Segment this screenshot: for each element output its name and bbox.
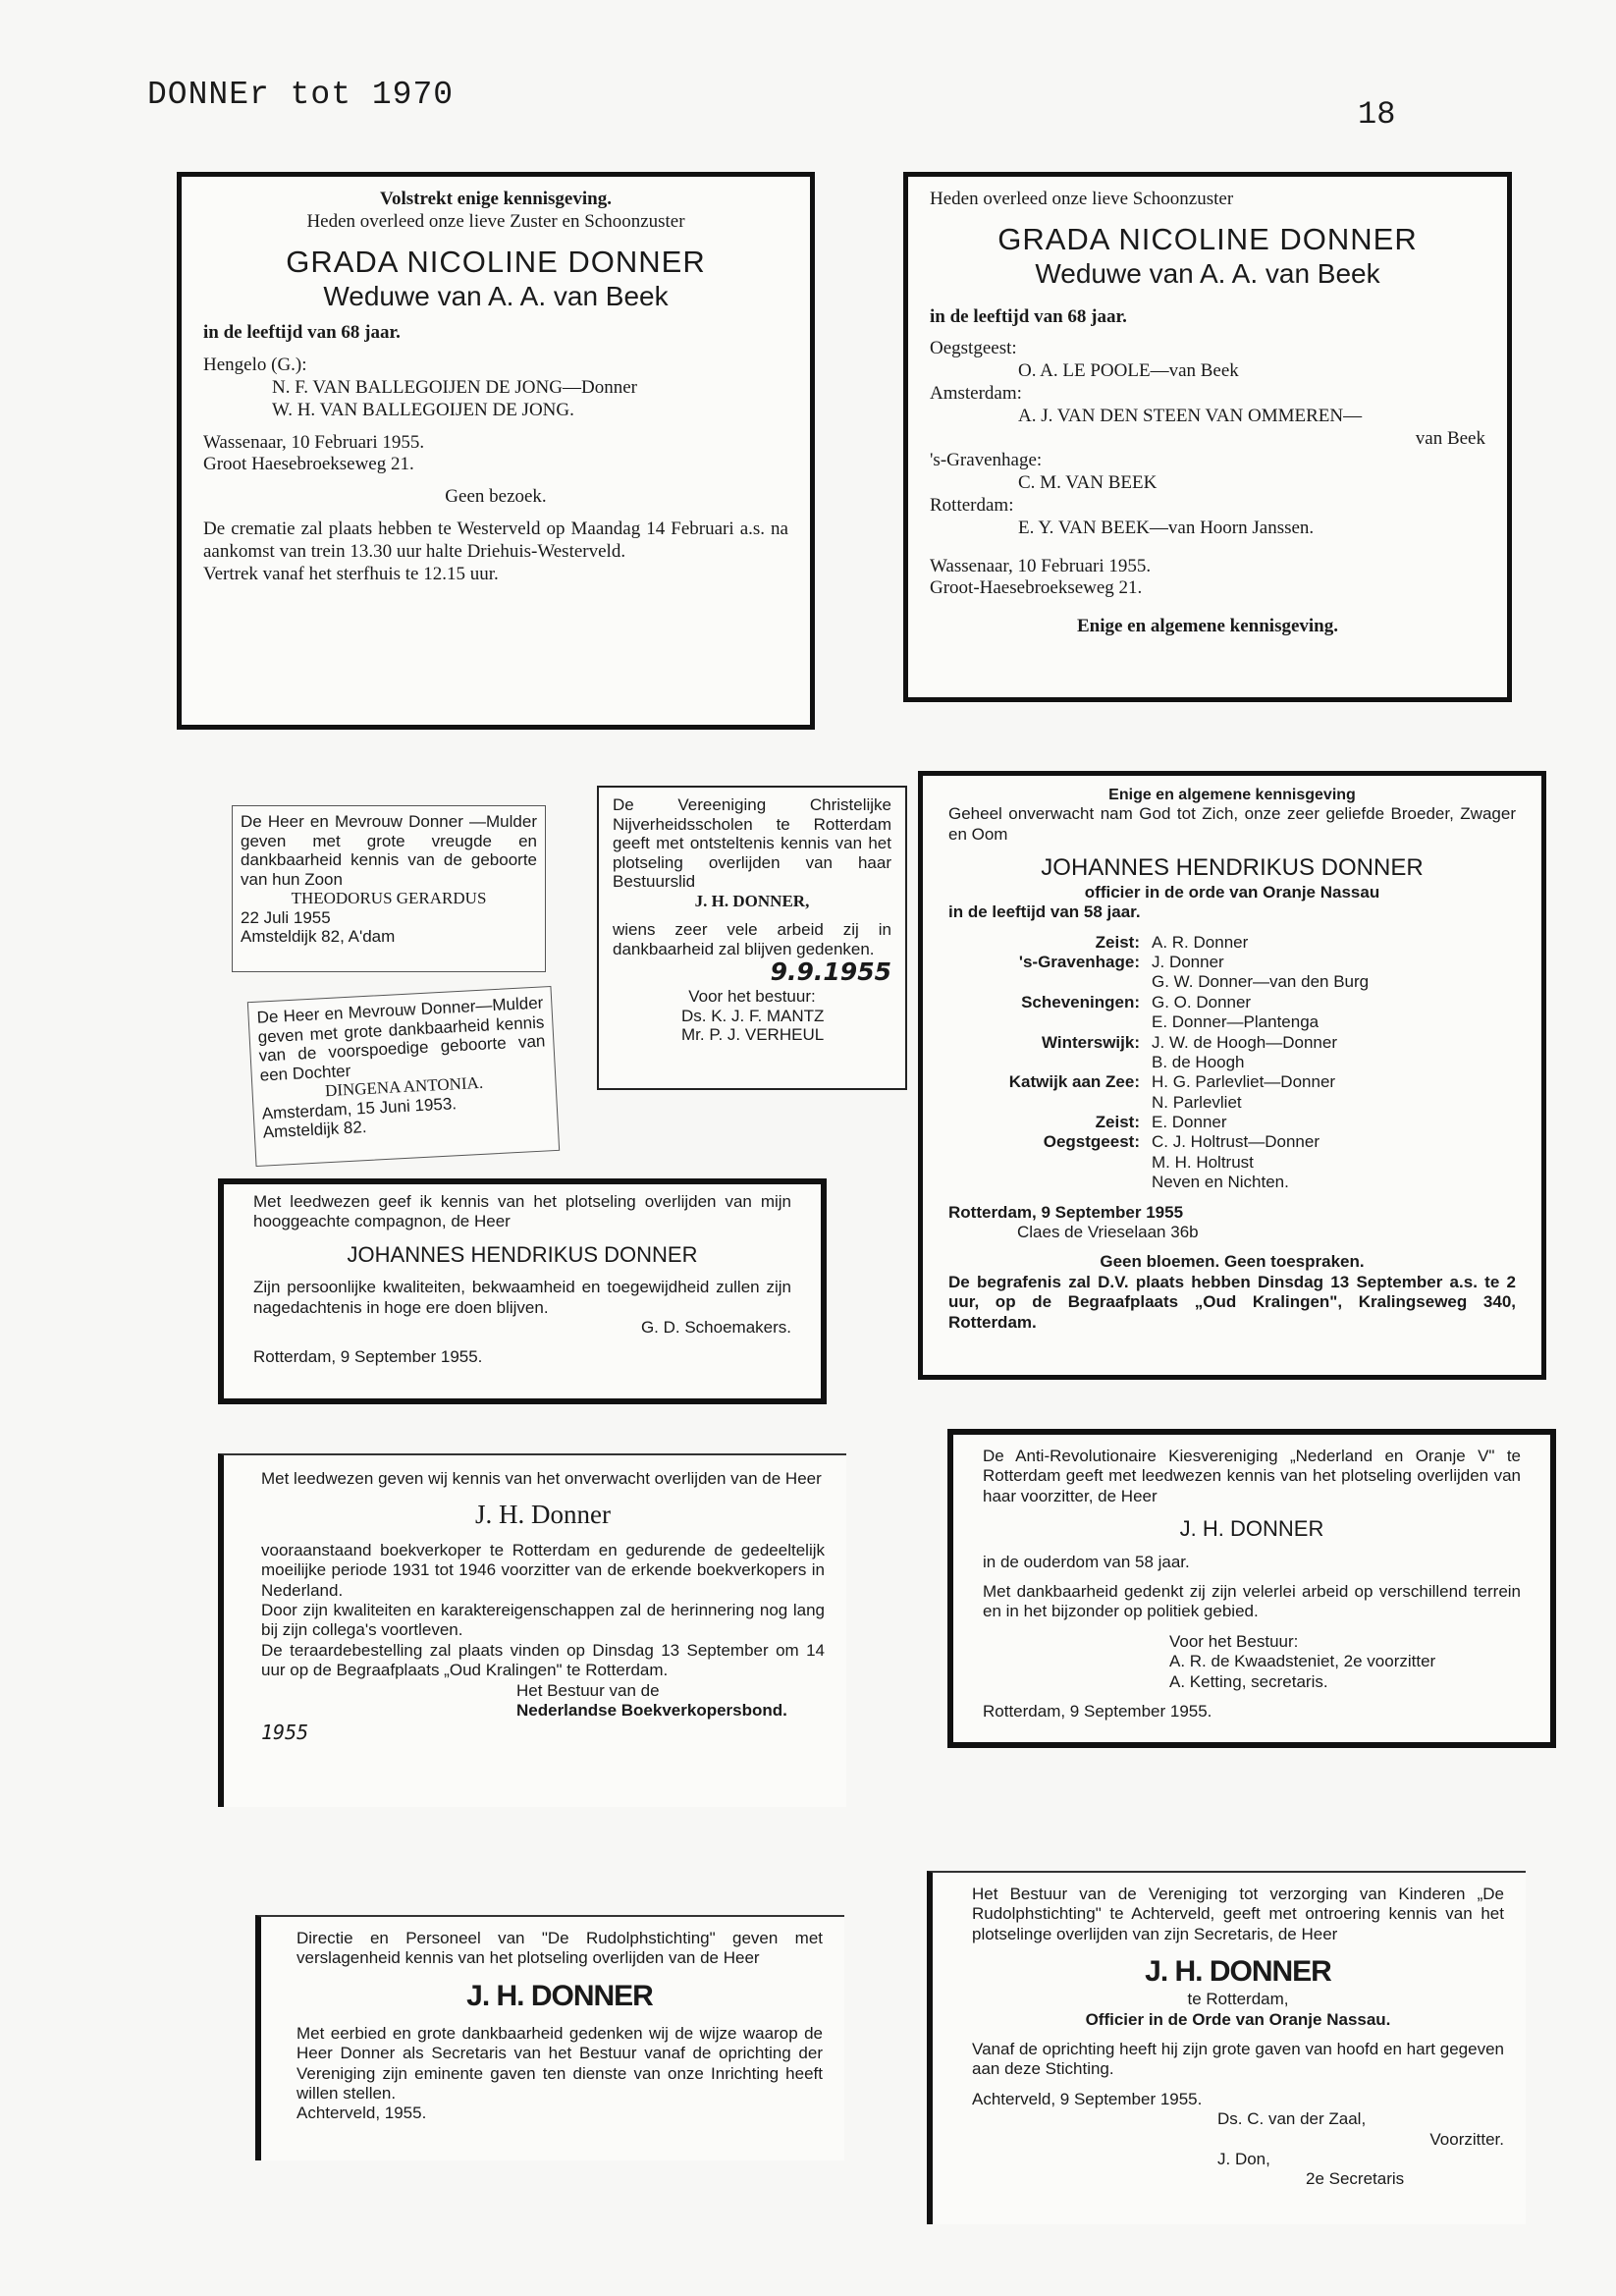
relative-name: C. J. Holtrust—Donner <box>1152 1132 1320 1152</box>
notice-anti-revolutionaire <box>947 1429 1556 1748</box>
deceased-name: J. H. DONNER <box>1145 1955 1331 1989</box>
relative-name: A. R. Donner <box>1152 932 1249 952</box>
deceased-name: GRADA NICOLINE DONNER <box>997 221 1418 256</box>
notice-address: Groot Haesebroekseweg 21. <box>203 454 414 475</box>
deceased-name: J. H. DONNER, <box>694 891 810 910</box>
deceased-age: in de leeftijd van 58 jaar. <box>948 902 1141 922</box>
deceased-age: in de ouderdom van 58 jaar. <box>983 1552 1190 1571</box>
relative-name: H. G. Parlevliet—Donner <box>1152 1072 1336 1092</box>
signature: A. R. de Kwaadsteniet, 2e voorzitter <box>1169 1652 1436 1671</box>
notice-text: Met dankbaarheid gedenkt zij zijn velerlei arbeid op verschillend terrein en in het bijzonder op politiek gebied. <box>983 1581 1521 1621</box>
birth-notice-theodorus <box>232 805 546 972</box>
notice-flowers: Geen bloemen. Geen toespraken. <box>1100 1252 1365 1272</box>
notice-date: Amsterdam, 15 Juni 1953. <box>261 1093 458 1123</box>
cremation-info: De crematie zal plaats hebben te Westerveld op Maandag 14 Februari a.s. na aankomst van trein 13.30 uur halte Driehuis-Westerveld. <box>203 518 788 562</box>
notice-intro: Met leedwezen geef ik kennis van het plotseling overlijden van mijn hooggeachte compagnon, de Heer <box>253 1192 791 1231</box>
relative-name: G. O. Donner <box>1152 992 1252 1011</box>
relative-name: N. F. VAN BALLEGOIJEN DE JONG—Donner <box>272 376 637 398</box>
relative-names <box>1152 1113 1516 1132</box>
relative-name: O. A. LE POOLE—van Beek <box>1018 360 1239 382</box>
notice-date: Rotterdam, 9 September 1955 <box>948 1202 1184 1222</box>
deceased-name: JOHANNES HENDRIKUS DONNER <box>1041 853 1424 881</box>
relative-name: M. H. Holtrust <box>1152 1152 1254 1172</box>
notice-date: Achterveld, 9 September 1955. <box>972 2089 1203 2108</box>
relative-names <box>1152 993 1516 1033</box>
notice-vereeniging-christelijke <box>597 786 907 1090</box>
deceased-rank: Officier in de Orde van Oranje Nassau. <box>1085 2009 1391 2029</box>
relative-names <box>1152 953 1516 993</box>
deceased-name: J. H. DONNER <box>466 1979 653 2012</box>
notice-visit: Geen bezoek. <box>445 486 547 508</box>
notice-date: Achterveld, 1955. <box>296 2104 427 2123</box>
child-name: DINGENA ANTONIA. <box>324 1072 484 1101</box>
relative-names <box>1152 1072 1516 1113</box>
notice-text: Zijn persoonlijke kwaliteiten, bekwaamheid en toegewijdheid zullen zijn nagedachtenis in hoge ere doen blijven. <box>253 1278 791 1317</box>
document-header: DONNEr tot 1970 <box>147 77 455 113</box>
relative-place: Hengelo (G.): <box>203 355 307 376</box>
relative-name: E. Donner—Plantenga <box>1152 1012 1320 1032</box>
board-label: Voor het Bestuur: <box>1169 1631 1299 1651</box>
notice-text: De Heer en Mevrouw Donner —Mulder geven met grote vreugde en dankbaarheid kennis van de geboorte van hun Zoon <box>241 812 537 889</box>
notice-text: De Vereeniging Christelijke Nijverheidsscholen te Rotterdam geeft met ontsteltenis kennis van het plotseling overlijden van haar Bestuurslid <box>613 795 891 892</box>
relative-place: Rotterdam: <box>930 494 1014 516</box>
signature: J. Don, <box>1217 2149 1270 2168</box>
notice-schoemakers <box>218 1178 827 1404</box>
child-name: THEODORUS GERARDUS <box>291 889 487 908</box>
signature: G. D. Schoemakers. <box>640 1317 791 1337</box>
relative-name: Neven en Nichten. <box>1152 1173 1289 1192</box>
relatives-list <box>948 933 1516 1193</box>
notice-text: Door zijn kwaliteiten en karaktereigenschappen zal de herinnering nog lang bij zijn collega's voortleven. <box>261 1600 825 1640</box>
handwritten-date: 9.9.1955 <box>770 957 891 987</box>
notice-date: Wassenaar, 10 Februari 1955. <box>203 431 425 453</box>
deceased-name: J. H. DONNER <box>1179 1516 1324 1542</box>
deceased-name: GRADA NICOLINE DONNER <box>286 244 706 279</box>
relative-names <box>1152 933 1516 953</box>
notice-intro: Het Bestuur van de Vereniging tot verzorging van Kinderen „De Rudolphstichting" te Achterveld, geeft met ontroering kennis van het plotselinge overlijden van zijn Secretaris, de Heer <box>972 1885 1504 1943</box>
relatives-row <box>948 953 1516 993</box>
handwritten-year: 1955 <box>261 1721 309 1745</box>
relative-name: E. Y. VAN BEEK—van Hoorn Janssen. <box>1018 517 1315 538</box>
notice-date: 22 Juli 1955 <box>241 907 331 927</box>
notice-footer: Enige en algemene kennisgeving. <box>1076 616 1338 637</box>
relative-name-cont: van Beek <box>1415 427 1485 449</box>
relative-name: G. W. Donner—van den Burg <box>1152 972 1370 992</box>
notice-text: Vanaf de oprichting heeft hij zijn grote gaven van hoofd en hart gegeven aan deze Stichting. <box>972 2039 1504 2079</box>
relative-name: A. J. VAN DEN STEEN VAN OMMEREN— <box>1018 405 1363 426</box>
funeral-info: De begrafenis zal D.V. plaats hebben Dinsdag 13 September a.s. te 2 uur, op de Begraafplaats „Oud Kralingen", Kralingseweg 340, Rotterdam. <box>948 1272 1516 1332</box>
deceased-age: in de leeftijd van 68 jaar. <box>930 305 1127 327</box>
relative-name: J. Donner <box>1152 952 1224 971</box>
notice-text-2: wiens zeer vele arbeid zij in dankbaarheid zal blijven gedenken. <box>613 920 891 958</box>
deceased-place: te Rotterdam, <box>1187 1990 1289 2009</box>
notice-johannes-hendrikus-family <box>918 771 1546 1380</box>
relative-place: Winterswijk: <box>1042 1032 1140 1052</box>
departure-info: Vertrek vanaf het sterfhuis te 12.15 uur. <box>203 563 499 584</box>
signature: A. Ketting, secretaris. <box>1169 1671 1328 1691</box>
relative-place: Oegstgeest: <box>1043 1132 1140 1152</box>
relative-name: E. Donner <box>1152 1113 1227 1132</box>
notice-address: Amsteldijk 82. <box>262 1118 367 1142</box>
birth-notice-dingena <box>247 986 560 1167</box>
relative-place: Scheveningen: <box>1021 992 1140 1011</box>
relatives-row <box>948 1033 1516 1073</box>
notice-text: vooraanstaand boekverkoper te Rotterdam en gedurende de gedeeltelijk moeilijke periode 1931 tot 1946 voorzitter van de erkende boekverkopers in Nederland. <box>261 1540 825 1600</box>
relative-name: N. Parlevliet <box>1152 1092 1242 1112</box>
notice-rudolphstichting-staff <box>255 1915 844 2160</box>
signature: Ds. C. van der Zaal, <box>1217 2109 1367 2129</box>
relative-place: Zeist: <box>1095 1113 1140 1132</box>
notice-date: Rotterdam, 9 September 1955. <box>983 1701 1212 1721</box>
notice-boekverkopersbond <box>218 1453 846 1807</box>
deceased-subname: Weduwe van A. A. van Beek <box>1035 257 1380 289</box>
signature: Ds. K. J. F. MANTZ <box>681 1006 825 1025</box>
relative-name: B. de Hoogh <box>1152 1052 1245 1071</box>
relative-names <box>1152 1033 1516 1073</box>
signature-role: Voorzitter. <box>1429 2129 1504 2149</box>
notice-grada-nicoline-in-laws <box>903 172 1512 702</box>
relative-name: W. H. VAN BALLEGOIJEN DE JONG. <box>272 399 574 420</box>
relative-name: C. M. VAN BEEK <box>1018 472 1158 494</box>
relative-place: Amsterdam: <box>930 382 1022 404</box>
notice-date: Wassenaar, 10 Februari 1955. <box>930 555 1152 576</box>
signature: Nederlandse Boekverkopersbond. <box>516 1700 787 1720</box>
relatives-row <box>948 993 1516 1033</box>
relatives-row <box>948 1113 1516 1132</box>
notice-rudolphstichting-board <box>927 1871 1526 2224</box>
notice-title: Volstrekt enige kennisgeving. <box>380 189 612 209</box>
relatives-row <box>948 1072 1516 1113</box>
notice-grada-nicoline-sisters <box>177 172 815 730</box>
relative-place: 's-Gravenhage: <box>1018 952 1140 971</box>
notice-address: Amsteldijk 82, A'dam <box>241 927 396 947</box>
notice-text: Met eerbied en grote dankbaarheid gedenken wij de wijze waarop de Heer Donner als Secretaris van het Bestuur vanaf de oprichting der Vereniging zijn eminente gaven ten dienste van onze Inrichting heeft willen stellen. <box>296 2023 823 2103</box>
notice-intro: De Anti-Revolutionaire Kiesvereniging „Nederland en Oranje V" te Rotterdam geeft met leedwezen kennis van het plotseling overlijden van haar voorzitter, de Heer <box>983 1447 1521 1505</box>
relative-place: 's-Gravenhage: <box>930 450 1043 471</box>
deceased-name: JOHANNES HENDRIKUS DONNER <box>347 1241 698 1267</box>
relatives-row <box>948 1132 1516 1192</box>
relative-place: Oegstgeest: <box>930 338 1017 359</box>
notice-intro: Met leedwezen geven wij kennis van het onverwacht overlijden van de Heer <box>261 1469 822 1488</box>
deceased-subname: Weduwe van A. A. van Beek <box>323 280 669 311</box>
notice-intro: Heden overleed onze lieve Zuster en Schoonzuster <box>306 210 685 232</box>
notice-text: De teraardebestelling zal plaats vinden op Dinsdag 13 September om 14 uur op de Begraafplaats „Oud Kralingen" te Rotterdam. <box>261 1640 825 1680</box>
notice-title: Enige en algemene kennisgeving <box>1108 787 1356 803</box>
notice-date: Rotterdam, 9 September 1955. <box>253 1347 483 1367</box>
deceased-age: in de leeftijd van 68 jaar. <box>203 322 401 344</box>
signature-role: 2e Secretaris <box>1306 2169 1405 2189</box>
relative-place: Zeist: <box>1095 932 1140 952</box>
notice-address: Groot-Haesebroekseweg 21. <box>930 577 1143 599</box>
deceased-name: J. H. Donner <box>475 1500 611 1530</box>
board-label: Voor het bestuur: <box>688 987 816 1007</box>
relatives-row <box>948 933 1516 953</box>
notice-intro: Geheel onverwacht nam God tot Zich, onze zeer geliefde Broeder, Zwager en Oom <box>948 804 1516 844</box>
deceased-rank: officier in de orde van Oranje Nassau <box>1084 882 1380 902</box>
signature: Mr. P. J. VERHEUL <box>681 1025 825 1045</box>
relative-names <box>1152 1132 1516 1192</box>
notice-text: De Heer en Mevrouw Donner—Mulder geven met grote dankbaarheid kennis van de voorspoedige geboorte van een Dochter <box>256 993 546 1085</box>
notice-address: Claes de Vrieselaan 36b <box>1017 1223 1199 1242</box>
notice-intro: Heden overleed onze lieve Schoonzuster <box>930 189 1234 209</box>
notice-intro: Directie en Personeel van "De Rudolphstichting" geven met verslagenheid kennis van het plotseling overlijden van de Heer <box>296 1929 823 1968</box>
relative-name: J. W. de Hoogh—Donner <box>1152 1032 1337 1052</box>
relative-place: Katwijk aan Zee: <box>1008 1072 1140 1092</box>
page-number: 18 <box>1358 96 1396 133</box>
signature: Het Bestuur van de <box>516 1680 660 1700</box>
